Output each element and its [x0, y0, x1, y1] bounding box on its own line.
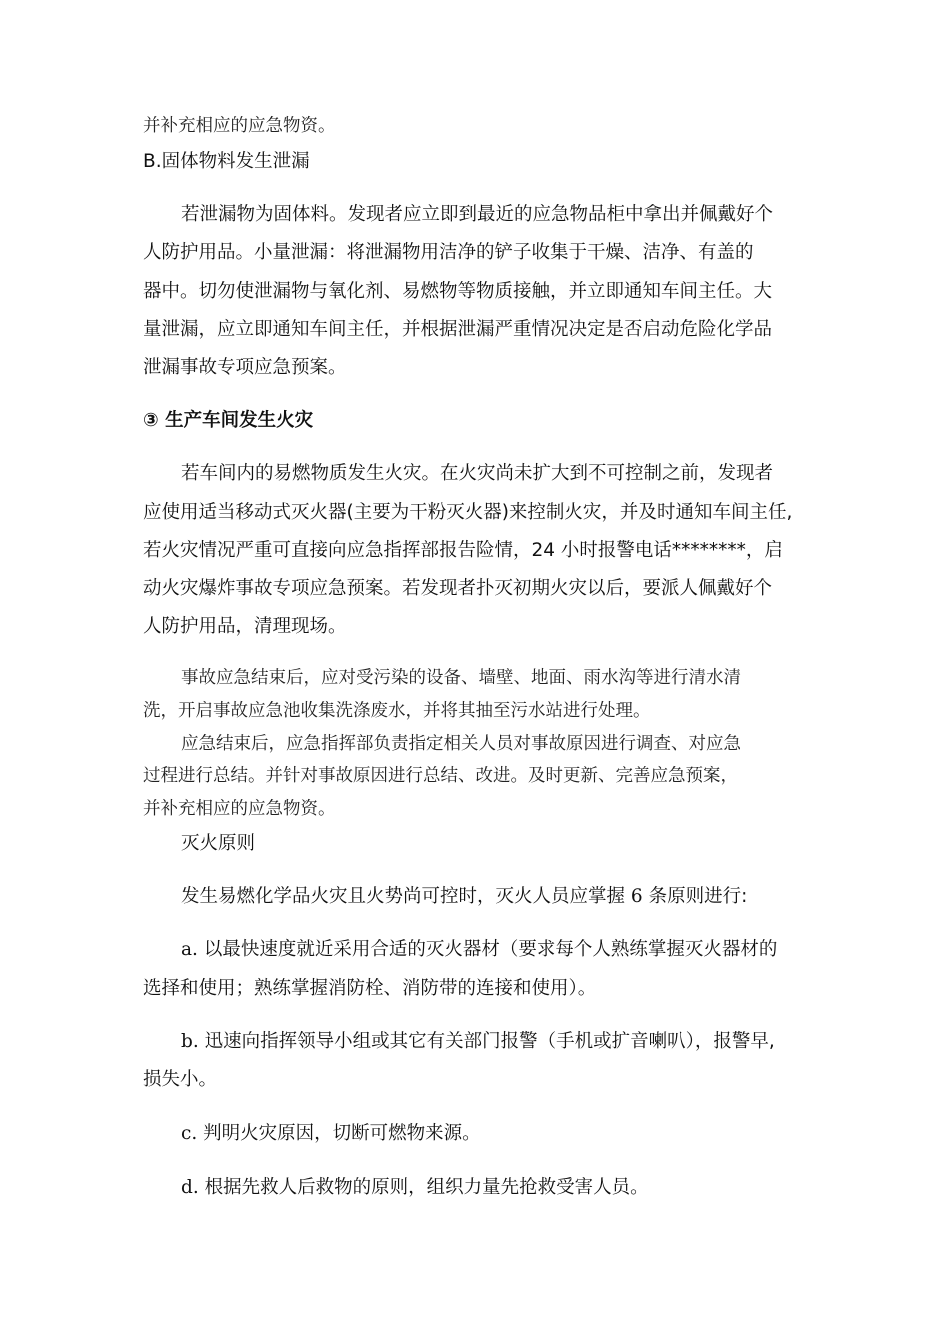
item-text: 根据先救人后救物的原则，组织力量先抢救受害人员。: [204, 1177, 649, 1198]
text-line: 应急结束后，应急指挥部负责指定相关人员对事故原因进行调查、对应急: [181, 734, 741, 754]
principle-count: 6: [630, 886, 643, 907]
item-marker: a.: [181, 939, 198, 960]
text-line: 过程进行总结。并针对事故原因进行总结、改进。及时更新、完善应急预案，: [143, 766, 738, 786]
text-line: [181, 1033, 775, 1052]
text-line: 量泄漏，应立即通知车间主任，并根据泄漏严重情况决定是否启动危险化学品: [143, 319, 773, 340]
text-line: 损失小。: [143, 1069, 218, 1090]
principle-item-d: [181, 1179, 649, 1198]
item-text: 判明火灾原因，切断可燃物来源。: [203, 1123, 481, 1144]
section-heading-principle: 灭火原则: [181, 833, 256, 854]
text-line: [181, 941, 777, 960]
section-heading-solid-leak: B.固体物料发生泄漏: [143, 151, 310, 172]
item-text: 迅速向指挥领导小组或其它有关部门报警（手机或扩音喇叭），报警早,: [204, 1031, 775, 1052]
principle-intro-text-b: 条原则进行:: [648, 886, 748, 907]
text-line: 并补充相应的应急物资。: [143, 799, 336, 819]
text-line: 选择和使用；熟练掌握消防栓、消防带的连接和使用）。: [143, 978, 597, 999]
principle-intro-text-a: 发生易燃化学品火灾且火势尚可控时，灭火人员应掌握: [181, 886, 626, 907]
text-line: 器中。切勿使泄漏物与氧化剂、易燃物等物质接触，并立即通知车间主任。大: [143, 281, 773, 302]
paragraph-tail: 并补充相应的应急物资。: [143, 116, 336, 136]
item-text: 以最快速度就近采用合适的灭火器材（要求每个人熟练掌握灭火器材的: [203, 939, 778, 960]
text-line: 泄漏事故专项应急预案。: [143, 357, 347, 378]
text-line: 事故应急结束后，应对受污染的设备、墙壁、地面、雨水沟等进行清水清: [181, 668, 741, 688]
item-marker: b.: [181, 1031, 199, 1052]
text-line: 动火灾爆炸事故专项应急预案。若发现者扑灭初期火灾以后，要派人佩戴好个: [143, 578, 773, 599]
text-line: 人防护用品。小量泄漏：将泄漏物用洁净的铲子收集于干燥、洁净、有盖的: [143, 242, 754, 263]
section-heading-fire: ③ 生产车间发生火灾: [143, 410, 314, 431]
item-marker: d.: [181, 1177, 199, 1198]
principle-intro: [181, 888, 747, 907]
principle-item-c: [181, 1125, 481, 1144]
text-line: 人防护用品，清理现场。: [143, 616, 347, 637]
text-line: 若车间内的易燃物质发生火灾。在火灾尚未扩大到不可控制之前，发现者: [181, 463, 774, 484]
text-line: 若火灾情况严重可直接向应急指挥部报告险情，24 小时报警电话********，启: [143, 540, 783, 561]
text-line: 若泄漏物为固体料。发现者应立即到最近的应急物品柜中拿出并佩戴好个: [181, 204, 774, 225]
text-line: 洗，开启事故应急池收集洗涤废水，并将其抽至污水站进行处理。: [143, 701, 651, 721]
item-marker: c.: [181, 1123, 198, 1144]
text-line: 应使用适当移动式灭火器(主要为干粉灭火器)来控制火灾，并及时通知车间主任,: [143, 502, 793, 523]
